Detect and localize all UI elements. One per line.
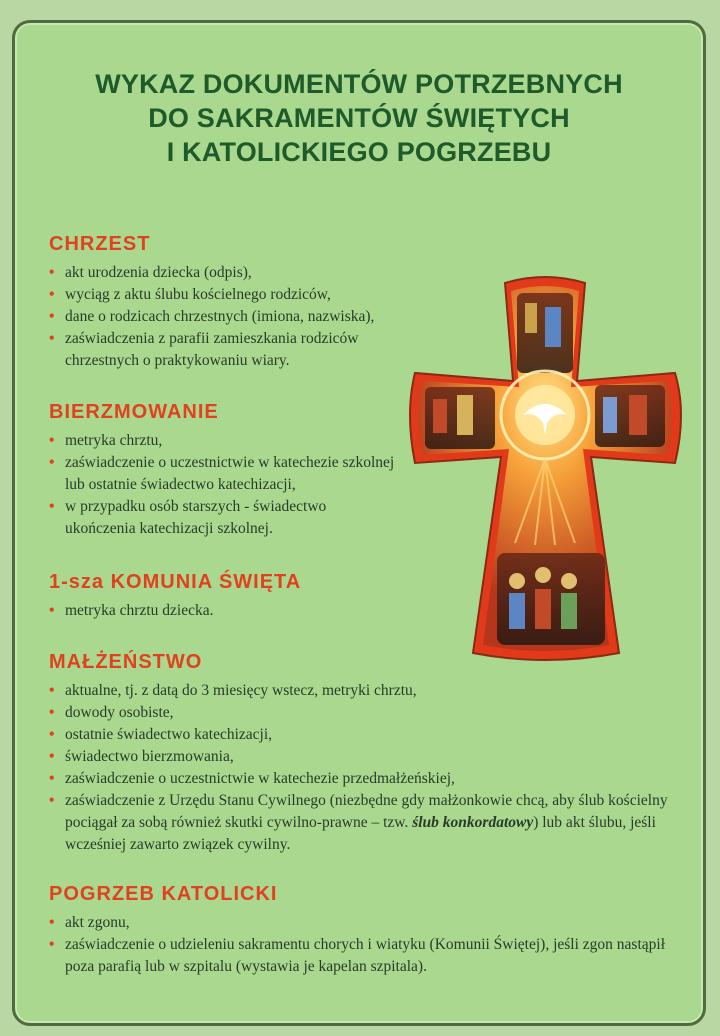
list-item: • metryka chrztu dziecka. xyxy=(49,600,399,622)
item-list xyxy=(49,262,419,372)
section-heading: CHRZEST xyxy=(49,233,151,255)
list-item: • aktualne, tj. z datą do 3 miesięcy wstecz, metryki chrztu, xyxy=(49,680,677,702)
list-item: • akt urodzenia dziecka (odpis), xyxy=(49,262,419,284)
item-text: zaświadczenie z Urzędu Stanu Cywilnego (niezbędne gdy małżonkowie chcą, aby ślub kościelny pociągał za sobą również skutki cywilno-prawne – tzw. xyxy=(65,792,668,831)
list-item: • ostatnie świadectwo katechizacji, xyxy=(49,724,677,746)
list-item: • wyciąg z aktu ślubu kościelnego rodziców, xyxy=(49,284,419,306)
list-item: • świadectwo bierzmowania, xyxy=(49,746,677,768)
section-chrzest xyxy=(49,233,419,372)
section-heading: BIERZMOWANIE xyxy=(49,401,219,423)
page-title xyxy=(15,67,703,169)
list-item: • zaświadczenie o uczestnictwie w katechezie szkolnej lub ostatnie świadectwo katechizacji, xyxy=(49,452,399,496)
item-list xyxy=(49,912,677,978)
list-item: • akt zgonu, xyxy=(49,912,677,934)
list-item: • zaświadczenie o uczestnictwie w katechezie przedmałżeńskiej, xyxy=(49,768,677,790)
list-item: • zaświadczenia z parafii zamieszkania rodziców chrzestnych o praktykowaniu wiary. xyxy=(49,328,419,372)
item-list xyxy=(49,430,399,540)
section-malzenstwo xyxy=(49,651,677,856)
title-line-3: I KATOLICKIEGO POGRZEBU xyxy=(166,137,552,167)
list-item: • metryka chrztu, xyxy=(49,430,399,452)
item-text: ) lub akt ślubu, jeśli wcześniej zawarto związek cywilny. xyxy=(65,814,656,853)
poster-card xyxy=(12,20,706,1026)
list-item: • dowody osobiste, xyxy=(49,702,677,724)
list-item: • zaświadczenie o udzieleniu sakramentu chorych i wiatyku (Komunii Świętej), jeśli zgon nastąpił poza parafią lub w szpitalu (wystawia je kapelan szpitala). xyxy=(49,934,677,978)
section-pogrzeb xyxy=(49,883,677,978)
section-heading: MAŁŻEŃSTWO xyxy=(49,651,203,673)
list-item: • dane o rodzicach chrzestnych (imiona, nazwiska), xyxy=(49,306,419,328)
item-list xyxy=(49,600,399,622)
section-bierzmowanie xyxy=(49,401,399,540)
emphasis-text: ślub konkordatowy xyxy=(412,814,534,831)
item-list xyxy=(49,680,677,856)
title-line-2: DO SAKRAMENTÓW ŚWIĘTYCH xyxy=(148,103,570,133)
cross-icon-svg xyxy=(405,263,685,663)
section-heading: 1-sza KOMUNIA ŚWIĘTA xyxy=(49,571,302,593)
cross-icon xyxy=(405,263,685,663)
list-item xyxy=(49,790,677,856)
title-line-1: WYKAZ DOKUMENTÓW POTRZEBNYCH xyxy=(95,69,623,99)
list-item: • w przypadku osób starszych - świadectwo ukończenia katechizacji szkolnej. xyxy=(49,496,399,540)
section-komunia xyxy=(49,571,399,622)
section-heading: POGRZEB KATOLICKI xyxy=(49,883,278,905)
